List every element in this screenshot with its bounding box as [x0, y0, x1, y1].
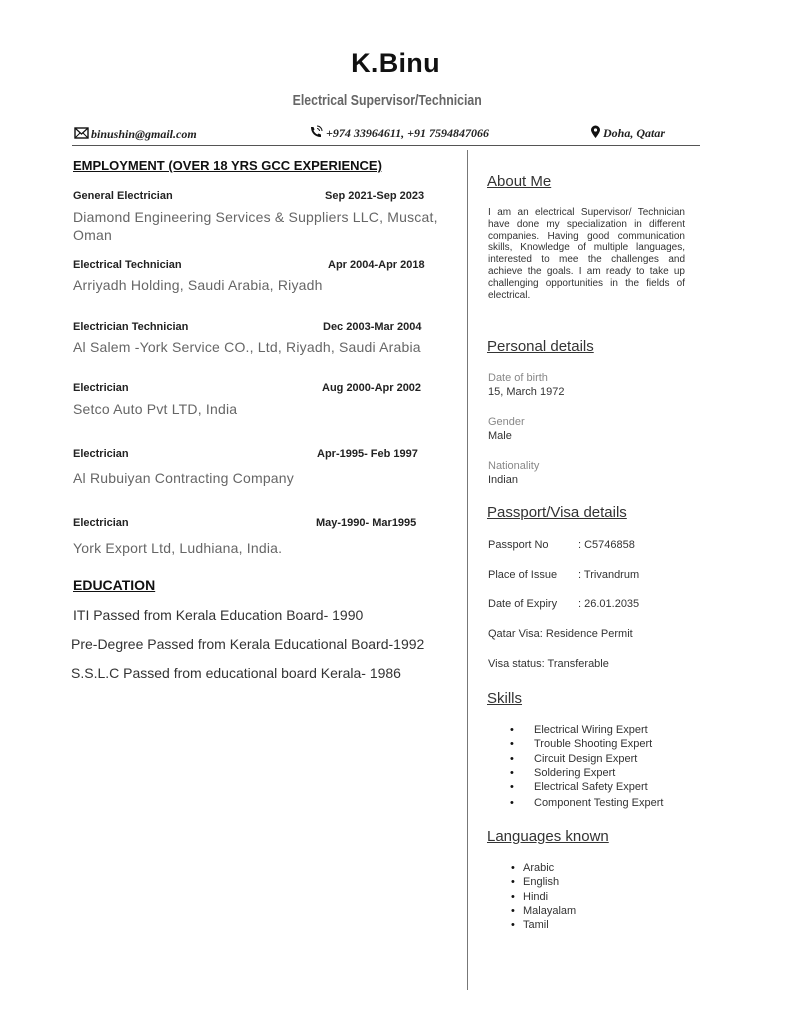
- passport-heading: Passport/Visa details: [487, 504, 627, 521]
- place-of-issue-row: [488, 569, 639, 581]
- language-item: • Hindi: [511, 891, 576, 905]
- job-title: Electrician: [73, 517, 129, 529]
- job-title: Electrician: [73, 382, 129, 394]
- job-dates: Dec 2003-Mar 2004: [323, 321, 422, 333]
- about-heading: About Me: [487, 173, 552, 190]
- envelope-icon: [74, 127, 91, 141]
- email-contact: [74, 125, 197, 142]
- candidate-name: K.Binu: [351, 48, 440, 78]
- job-dates: Aug 2000-Apr 2002: [322, 382, 422, 394]
- gender-value: Male: [488, 430, 512, 442]
- skill-item: • Electrical Wiring Expert: [510, 724, 663, 738]
- job-company: Diamond Engineering Services & Suppliers LLC, Muscat, Oman: [73, 209, 438, 243]
- expiry-label: Date of Expiry: [488, 598, 558, 610]
- skill-item: • Circuit Design Expert: [510, 753, 663, 767]
- skill-item: • Component Testing Expert: [510, 797, 663, 811]
- skill-item: • Trouble Shooting Expert: [510, 738, 663, 752]
- education-item: ITI Passed from Kerala Education Board- 1990: [73, 607, 364, 623]
- language-item: • Malayalam: [511, 905, 576, 919]
- gender-label: Gender: [488, 416, 525, 428]
- job-dates: May-1990- Mar1995: [316, 517, 417, 529]
- job-dates: Apr 2004-Apr 2018: [328, 259, 425, 271]
- location-contact: [590, 125, 665, 141]
- header-divider: [72, 145, 700, 146]
- phone-text[interactable]: +974 33964611, +91 7594847066: [326, 126, 490, 140]
- job-company: Setco Auto Pvt LTD, India: [73, 401, 238, 417]
- qatar-visa: Qatar Visa: Residence Permit: [488, 628, 633, 640]
- employment-heading: EMPLOYMENT (OVER 18 YRS GCC EXPERIENCE): [73, 158, 382, 173]
- job-company: Al Salem -York Service CO., Ltd, Riyadh, Saudi Arabia: [73, 339, 421, 355]
- expiry-row: [488, 598, 639, 610]
- phone-contact: [309, 125, 489, 141]
- job-company: York Export Ltd, Ludhiana, India.: [73, 540, 283, 556]
- language-item: • Tamil: [511, 919, 576, 933]
- expiry-value: : 26.01.2035: [578, 598, 640, 610]
- job-title: Electrician Technician: [73, 321, 189, 333]
- passport-no-label: Passport No: [488, 539, 549, 551]
- job-role: Electrical Supervisor/Technician: [292, 92, 482, 109]
- visa-status: Visa status: Transferable: [488, 658, 609, 670]
- skill-item: • Soldering Expert: [510, 767, 663, 781]
- job-dates: Apr-1995- Feb 1997: [317, 448, 418, 460]
- job-company: Arriyadh Holding, Saudi Arabia, Riyadh: [73, 277, 323, 293]
- personal-details-heading: Personal details: [487, 338, 594, 355]
- job-title: Electrician: [73, 448, 129, 460]
- job-title: General Electrician: [73, 190, 173, 202]
- skill-item: • Electrical Safety Expert: [510, 781, 663, 795]
- job-title: Electrical Technician: [73, 259, 182, 271]
- nationality-value: Indian: [488, 474, 518, 486]
- language-item: • English: [511, 876, 576, 890]
- job-company: Al Rubuiyan Contracting Company: [73, 470, 294, 486]
- education-heading: EDUCATION: [73, 577, 156, 593]
- skills-heading: Skills: [487, 690, 523, 707]
- column-divider: [467, 150, 468, 990]
- job-dates: Sep 2021-Sep 2023: [325, 190, 425, 202]
- about-text: I am an electrical Supervisor/ Technician have done my specialization in different companies. Having good communication skills, Knowledge of multiple languages, interested to mee the challenges and achieve the goals. I am ready to take up challenging opportunities in the fields of electrical.: [488, 207, 685, 301]
- nationality-label: Nationality: [488, 460, 540, 472]
- passport-no-value: : C5746858: [578, 539, 635, 551]
- skills-list: [510, 724, 663, 812]
- languages-list: [511, 862, 576, 933]
- dob-value: 15, March 1972: [488, 386, 565, 398]
- languages-heading: Languages known: [487, 828, 609, 845]
- place-of-issue-value: : Trivandrum: [578, 569, 640, 581]
- map-pin-icon: [590, 126, 603, 140]
- location-text: Doha, Qatar: [603, 126, 666, 140]
- education-item: S.S.L.C Passed from educational board Kerala- 1986: [71, 665, 401, 681]
- phone-icon: [309, 126, 326, 140]
- education-item: Pre-Degree Passed from Kerala Educational Board-1992: [71, 636, 425, 652]
- place-of-issue-label: Place of Issue: [488, 569, 558, 581]
- passport-no-row: [488, 539, 635, 551]
- email-text[interactable]: binushin@gmail.com: [91, 127, 197, 141]
- language-item: • Arabic: [511, 862, 576, 876]
- dob-label: Date of birth: [488, 372, 548, 384]
